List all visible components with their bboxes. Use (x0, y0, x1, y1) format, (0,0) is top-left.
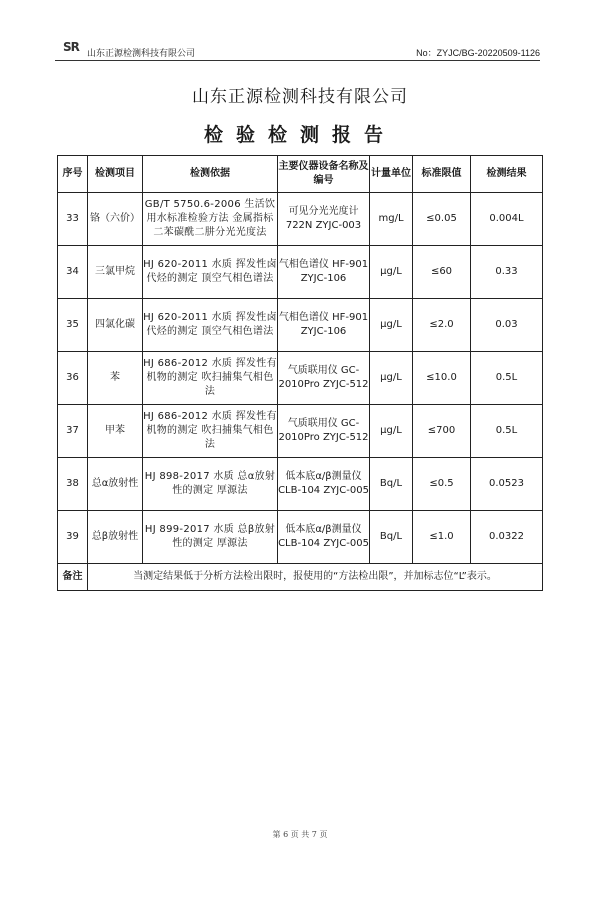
cell-result: 0.0322 (471, 511, 543, 564)
results-table (57, 155, 543, 591)
cell-unit: μg/L (370, 405, 413, 458)
header-company-name: 山东正源检测科技有限公司 (87, 49, 196, 59)
cell-item: 甲苯 (88, 405, 143, 458)
cell-result: 0.5L (471, 352, 543, 405)
cell-limit: ≤1.0 (413, 511, 471, 564)
cell-seq: 37 (58, 405, 88, 458)
cell-basis: HJ 686-2012 水质 挥发性有机物的测定 吹扫捕集气相色法 (143, 352, 278, 405)
header-item: 检测项目 (88, 156, 143, 193)
cell-basis: HJ 898-2017 水质 总α放射性的测定 厚源法 (143, 458, 278, 511)
cell-result: 0.0523 (471, 458, 543, 511)
table-row (58, 246, 543, 299)
table-row (58, 299, 543, 352)
remark-text: 当测定结果低于分析方法检出限时，报使用的“方法检出限”，并加标志位“L”表示。 (88, 564, 543, 591)
table-row (58, 193, 543, 246)
cell-seq: 33 (58, 193, 88, 246)
cell-unit: Bq/L (370, 458, 413, 511)
cell-item: 苯 (88, 352, 143, 405)
cell-basis: HJ 620-2011 水质 挥发性卤代烃的测定 顶空气相色谱法 (143, 246, 278, 299)
cell-instrument: 低本底α/β测量仪 CLB-104 ZYJC-005 (278, 458, 370, 511)
cell-basis: GB/T 5750.6-2006 生活饮用水标准检验方法 金属指标 二苯碳酰二肼分光光度法 (143, 193, 278, 246)
cell-result: 0.03 (471, 299, 543, 352)
cell-instrument: 可见分光光度计 722N ZYJC-003 (278, 193, 370, 246)
cell-basis: HJ 620-2011 水质 挥发性卤代烃的测定 顶空气相色谱法 (143, 299, 278, 352)
cell-item: 总α放射性 (88, 458, 143, 511)
cell-basis: HJ 686-2012 水质 挥发性有机物的测定 吹扫捕集气相色法 (143, 405, 278, 458)
cell-instrument: 气质联用仪 GC-2010Pro ZYJC-512 (278, 405, 370, 458)
cell-seq: 39 (58, 511, 88, 564)
cell-limit: ≤10.0 (413, 352, 471, 405)
cell-item: 铬（六价） (88, 193, 143, 246)
cell-instrument: 气质联用仪 GC-2010Pro ZYJC-512 (278, 352, 370, 405)
header-limit: 标准限值 (413, 156, 471, 193)
table-row (58, 458, 543, 511)
cell-unit: Bq/L (370, 511, 413, 564)
report-title: 检验检测报告 (203, 124, 396, 146)
cell-instrument: 低本底α/β测量仪 CLB-104 ZYJC-005 (278, 511, 370, 564)
cell-result: 0.5L (471, 405, 543, 458)
table-row (58, 511, 543, 564)
table-header-row (58, 156, 543, 193)
header-basis: 检测依据 (143, 156, 278, 193)
company-logo: SR (63, 40, 79, 54)
header-result: 检测结果 (471, 156, 543, 193)
cell-seq: 35 (58, 299, 88, 352)
cell-instrument: 气相色谱仪 HF-901 ZYJC-106 (278, 246, 370, 299)
cell-unit: μg/L (370, 352, 413, 405)
cell-limit: ≤700 (413, 405, 471, 458)
cell-seq: 38 (58, 458, 88, 511)
cell-item: 四氯化碳 (88, 299, 143, 352)
cell-item: 三氯甲烷 (88, 246, 143, 299)
cell-seq: 36 (58, 352, 88, 405)
remark-row (58, 564, 543, 591)
cell-limit: ≤2.0 (413, 299, 471, 352)
cell-seq: 34 (58, 246, 88, 299)
cell-limit: ≤0.05 (413, 193, 471, 246)
cell-instrument: 气相色谱仪 HF-901 ZYJC-106 (278, 299, 370, 352)
cell-limit: ≤0.5 (413, 458, 471, 511)
cell-item: 总β放射性 (88, 511, 143, 564)
page-header (55, 38, 540, 61)
cell-unit: μg/L (370, 299, 413, 352)
report-number: No：ZYJC/BG-20220509-1126 (416, 48, 540, 58)
header-instrument: 主要仪器设备名称及编号 (278, 156, 370, 193)
header-seq: 序号 (58, 156, 88, 193)
header-unit: 计量单位 (370, 156, 413, 193)
table-row (58, 405, 543, 458)
cell-unit: mg/L (370, 193, 413, 246)
cell-limit: ≤60 (413, 246, 471, 299)
remark-label: 备注 (58, 564, 88, 591)
cell-unit: μg/L (370, 246, 413, 299)
cell-result: 0.33 (471, 246, 543, 299)
cell-basis: HJ 899-2017 水质 总β放射性的测定 厚源法 (143, 511, 278, 564)
company-title: 山东正源检测科技有限公司 (192, 87, 408, 107)
page-number: 第 6 页 共 7 页 (272, 830, 328, 839)
table-row (58, 352, 543, 405)
cell-result: 0.004L (471, 193, 543, 246)
